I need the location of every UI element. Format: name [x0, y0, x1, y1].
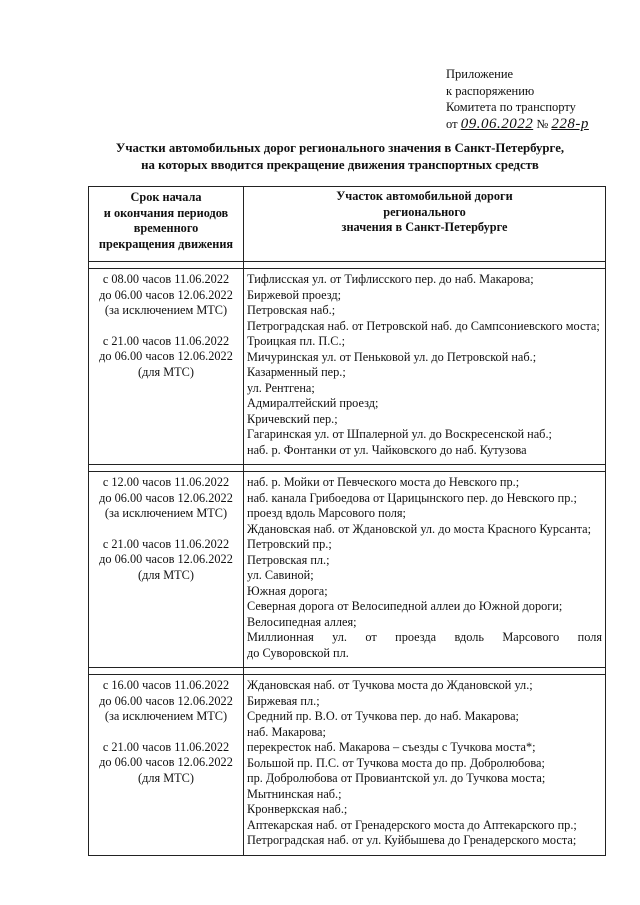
segment-line: наб. канала Грибоедова от Царицынского пер. до Невского пр.; [247, 490, 577, 505]
table-row [89, 675, 606, 856]
segment-line: ул. Савиной; [247, 568, 314, 582]
number-value: 228-р [551, 115, 589, 132]
appendix-line-2: к распоряжению [446, 83, 535, 98]
segment-line: Адмиралтейский проезд; [247, 396, 379, 410]
period-line: (для МТС) [138, 567, 194, 582]
period-line: (за исключением МТС) [104, 506, 228, 520]
appendix-line-3: Комитета по транспорту [446, 100, 576, 114]
segment-line: наб. р. Мойки от Певческого моста до Невского пр.; [247, 475, 520, 489]
table-header-row [89, 187, 606, 262]
segments-cell [244, 269, 606, 465]
segment-line: Петроградская наб. от ул. Куйбышева до Гренадерского моста; [247, 833, 577, 847]
date-prefix: от [446, 116, 458, 131]
period-line: до 06.00 часов 12.06.2022 [99, 349, 233, 363]
segment-line: Петровский пр.; [247, 537, 332, 551]
period-line: до 06.00 часов 12.06.2022 [99, 490, 233, 505]
segment-line: Южная дорога; [247, 583, 328, 598]
spacer-row [89, 465, 606, 472]
segment-line: Мытнинская наб.; [247, 786, 342, 801]
header-period [89, 187, 244, 262]
segment-line: Средний пр. В.О. от Тучкова пер. до наб. Макарова; [247, 709, 519, 723]
segment-line: ул. Рентгена; [247, 380, 315, 395]
period-cell [89, 675, 244, 856]
segment-line: Петроградская наб. от Петровской наб. до Сампсониевского моста; [247, 318, 600, 333]
document-title [60, 140, 620, 174]
header-period-line: временного [133, 221, 199, 235]
segment-line: до Суворовской пл. [247, 645, 349, 660]
period-line: до 06.00 часов 12.06.2022 [99, 693, 233, 708]
period-line: до 06.00 часов 12.06.2022 [99, 755, 233, 769]
appendix-line-1: Приложение [446, 67, 514, 81]
period-line: (за исключением МТС) [104, 709, 228, 723]
segment-line: Миллионная ул. от проезда вдоль Марсового поля [247, 630, 602, 644]
segment-line: Кронверкская наб.; [247, 802, 348, 816]
segment-line: Ждановская наб. от Ждановской ул. до моста Красного Курсанта; [247, 521, 592, 536]
period-line: (для МТС) [138, 770, 194, 785]
segment-line: Биржевая пл.; [247, 693, 320, 708]
segment-line: Кричевский пер.; [247, 411, 338, 426]
segment-line: Петровская пл.; [247, 552, 330, 567]
date-value: 09.06.2022 [460, 115, 534, 132]
appendix-date-line [446, 116, 589, 133]
segments-cell [244, 472, 606, 668]
header-period-line: и окончания периодов [103, 205, 229, 220]
appendix-block [446, 66, 589, 132]
period-line: с 08.00 часов 11.06.2022 [102, 272, 230, 286]
period-line: с 16.00 часов 11.06.2022 [102, 678, 230, 692]
title-line-2: на которых вводится прекращение движения транспортных средств [141, 158, 539, 172]
period-line: с 21.00 часов 11.06.2022 [102, 333, 230, 348]
segment-line: Петровская наб.; [247, 303, 336, 317]
number-prefix: № [536, 116, 549, 131]
spacer-row [89, 262, 606, 269]
period-line: с 21.00 часов 11.06.2022 [102, 536, 230, 551]
segment-line: наб. Макарова; [247, 724, 326, 739]
segment-line: пр. Добролюбова от Провиантской ул. до Тучкова моста; [247, 771, 546, 785]
period-line: до 06.00 часов 12.06.2022 [99, 287, 233, 302]
header-period-line: Срок начала [130, 190, 202, 204]
period-cell [89, 472, 244, 668]
segment-line: Большой пр. П.С. от Тучкова моста до пр. Добролюбова; [247, 755, 545, 770]
segment-line: Гагаринская ул. от Шпалерной ул. до Воскресенской наб.; [247, 427, 552, 441]
road-segments-table [88, 186, 606, 856]
period-line: (за исключением МТС) [104, 303, 228, 317]
header-period-line: прекращения движения [98, 236, 234, 251]
period-line: (для МТС) [138, 364, 194, 379]
segment-line: Велосипедная аллея; [247, 614, 357, 629]
period-line: с 12.00 часов 11.06.2022 [102, 475, 230, 489]
segment-line: Ждановская наб. от Тучкова моста до Ждановской ул.; [247, 678, 533, 692]
segments-cell [244, 675, 606, 856]
header-segment-line: Участок автомобильной дороги регионального [336, 189, 513, 219]
period-cell [89, 269, 244, 465]
header-segment-line: значения в Санкт-Петербурге [341, 220, 508, 234]
segment-line: Биржевой проезд; [247, 287, 342, 302]
spacer-row [89, 668, 606, 675]
table-row [89, 472, 606, 668]
segment-line: Казарменный пер.; [247, 365, 346, 379]
segment-line: Аптекарская наб. от Гренадерского моста до Аптекарского пр.; [247, 817, 577, 832]
segment-line: перекресток наб. Макарова – съезды с Тучкова моста*; [247, 740, 536, 754]
title-line-1: Участки автомобильных дорог регионального значения в Санкт-Петербурге, [115, 141, 565, 155]
segment-line: проезд вдоль Марсового поля; [247, 506, 406, 520]
segment-line: Северная дорога от Велосипедной аллеи до Южной дороги; [247, 599, 563, 613]
segment-line: Мичуринская ул. от Пеньковой ул. до Петровской наб.; [247, 349, 537, 364]
segment-line: Троицкая пл. П.С.; [247, 334, 345, 348]
period-line: с 21.00 часов 11.06.2022 [102, 739, 230, 754]
period-line: до 06.00 часов 12.06.2022 [99, 552, 233, 566]
header-segment [244, 187, 606, 262]
segment-line: наб. р. Фонтанки от ул. Чайковского до наб. Кутузова [247, 442, 527, 457]
table-row [89, 269, 606, 465]
segment-line: Тифлисская ул. от Тифлисского пер. до наб. Макарова; [247, 272, 534, 286]
